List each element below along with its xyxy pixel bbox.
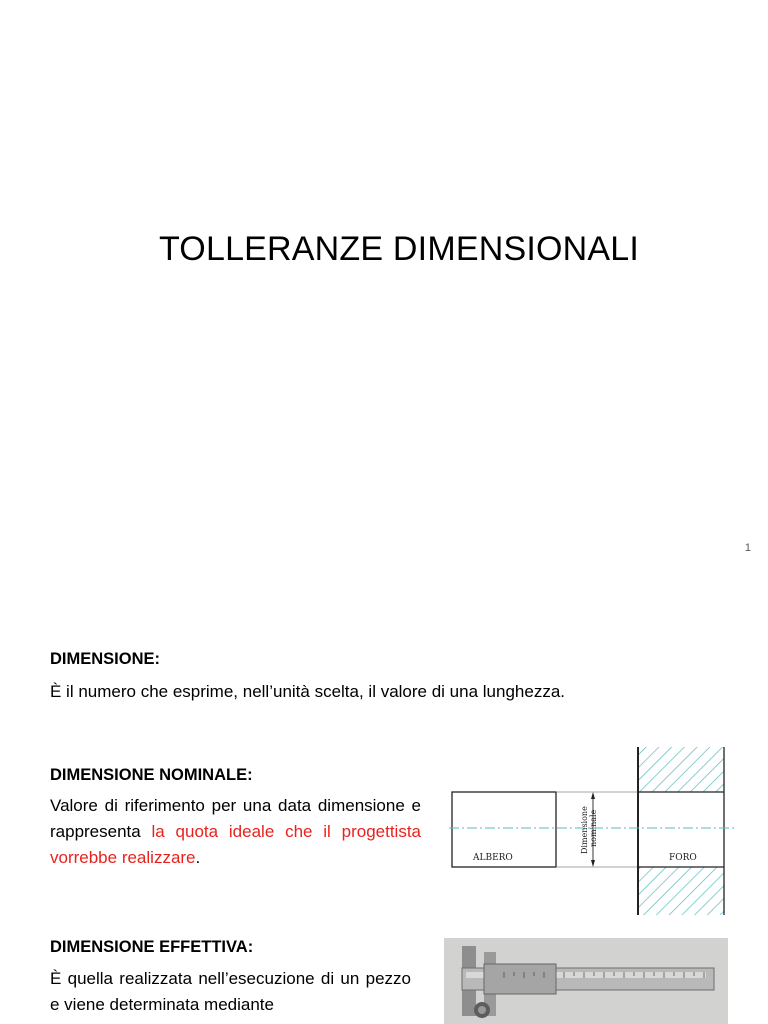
- shaft-label: ALBERO: [473, 853, 513, 863]
- nominale-text-main: Valore di riferimento per una data dimensione e rappresenta: [50, 796, 421, 841]
- dimensione-heading: DIMENSIONE:: [50, 650, 161, 668]
- effettiva-heading: DIMENSIONE EFFETTIVA:: [50, 938, 254, 956]
- dimension-label-1: Dimensione: [580, 806, 589, 854]
- nominale-heading: DIMENSIONE NOMINALE:: [50, 766, 253, 784]
- dimension-label-2: nominale: [589, 809, 598, 847]
- effettiva-text: È quella realizzata nell’esecuzione di un pezzo e viene determinata mediante: [50, 969, 411, 1014]
- nominale-text-end: .: [195, 848, 201, 867]
- hatch-top: [638, 747, 724, 792]
- hatch-bottom: [638, 867, 724, 915]
- slide-title: TOLLERANZE DIMENSIONALI: [158, 230, 640, 268]
- page-number: 1: [744, 542, 751, 554]
- nominale-text-highlight: la quota ideale che il progettista vorrebbe realizzare: [50, 822, 421, 867]
- dimensione-text: È il numero che esprime, nell’unità scelta, il valore di una lunghezza.: [50, 682, 565, 701]
- nominale-text: [50, 793, 421, 871]
- shaft-hole-diagram: [445, 744, 737, 918]
- caliper-image: [444, 938, 728, 1024]
- hole-label: FORO: [669, 853, 697, 863]
